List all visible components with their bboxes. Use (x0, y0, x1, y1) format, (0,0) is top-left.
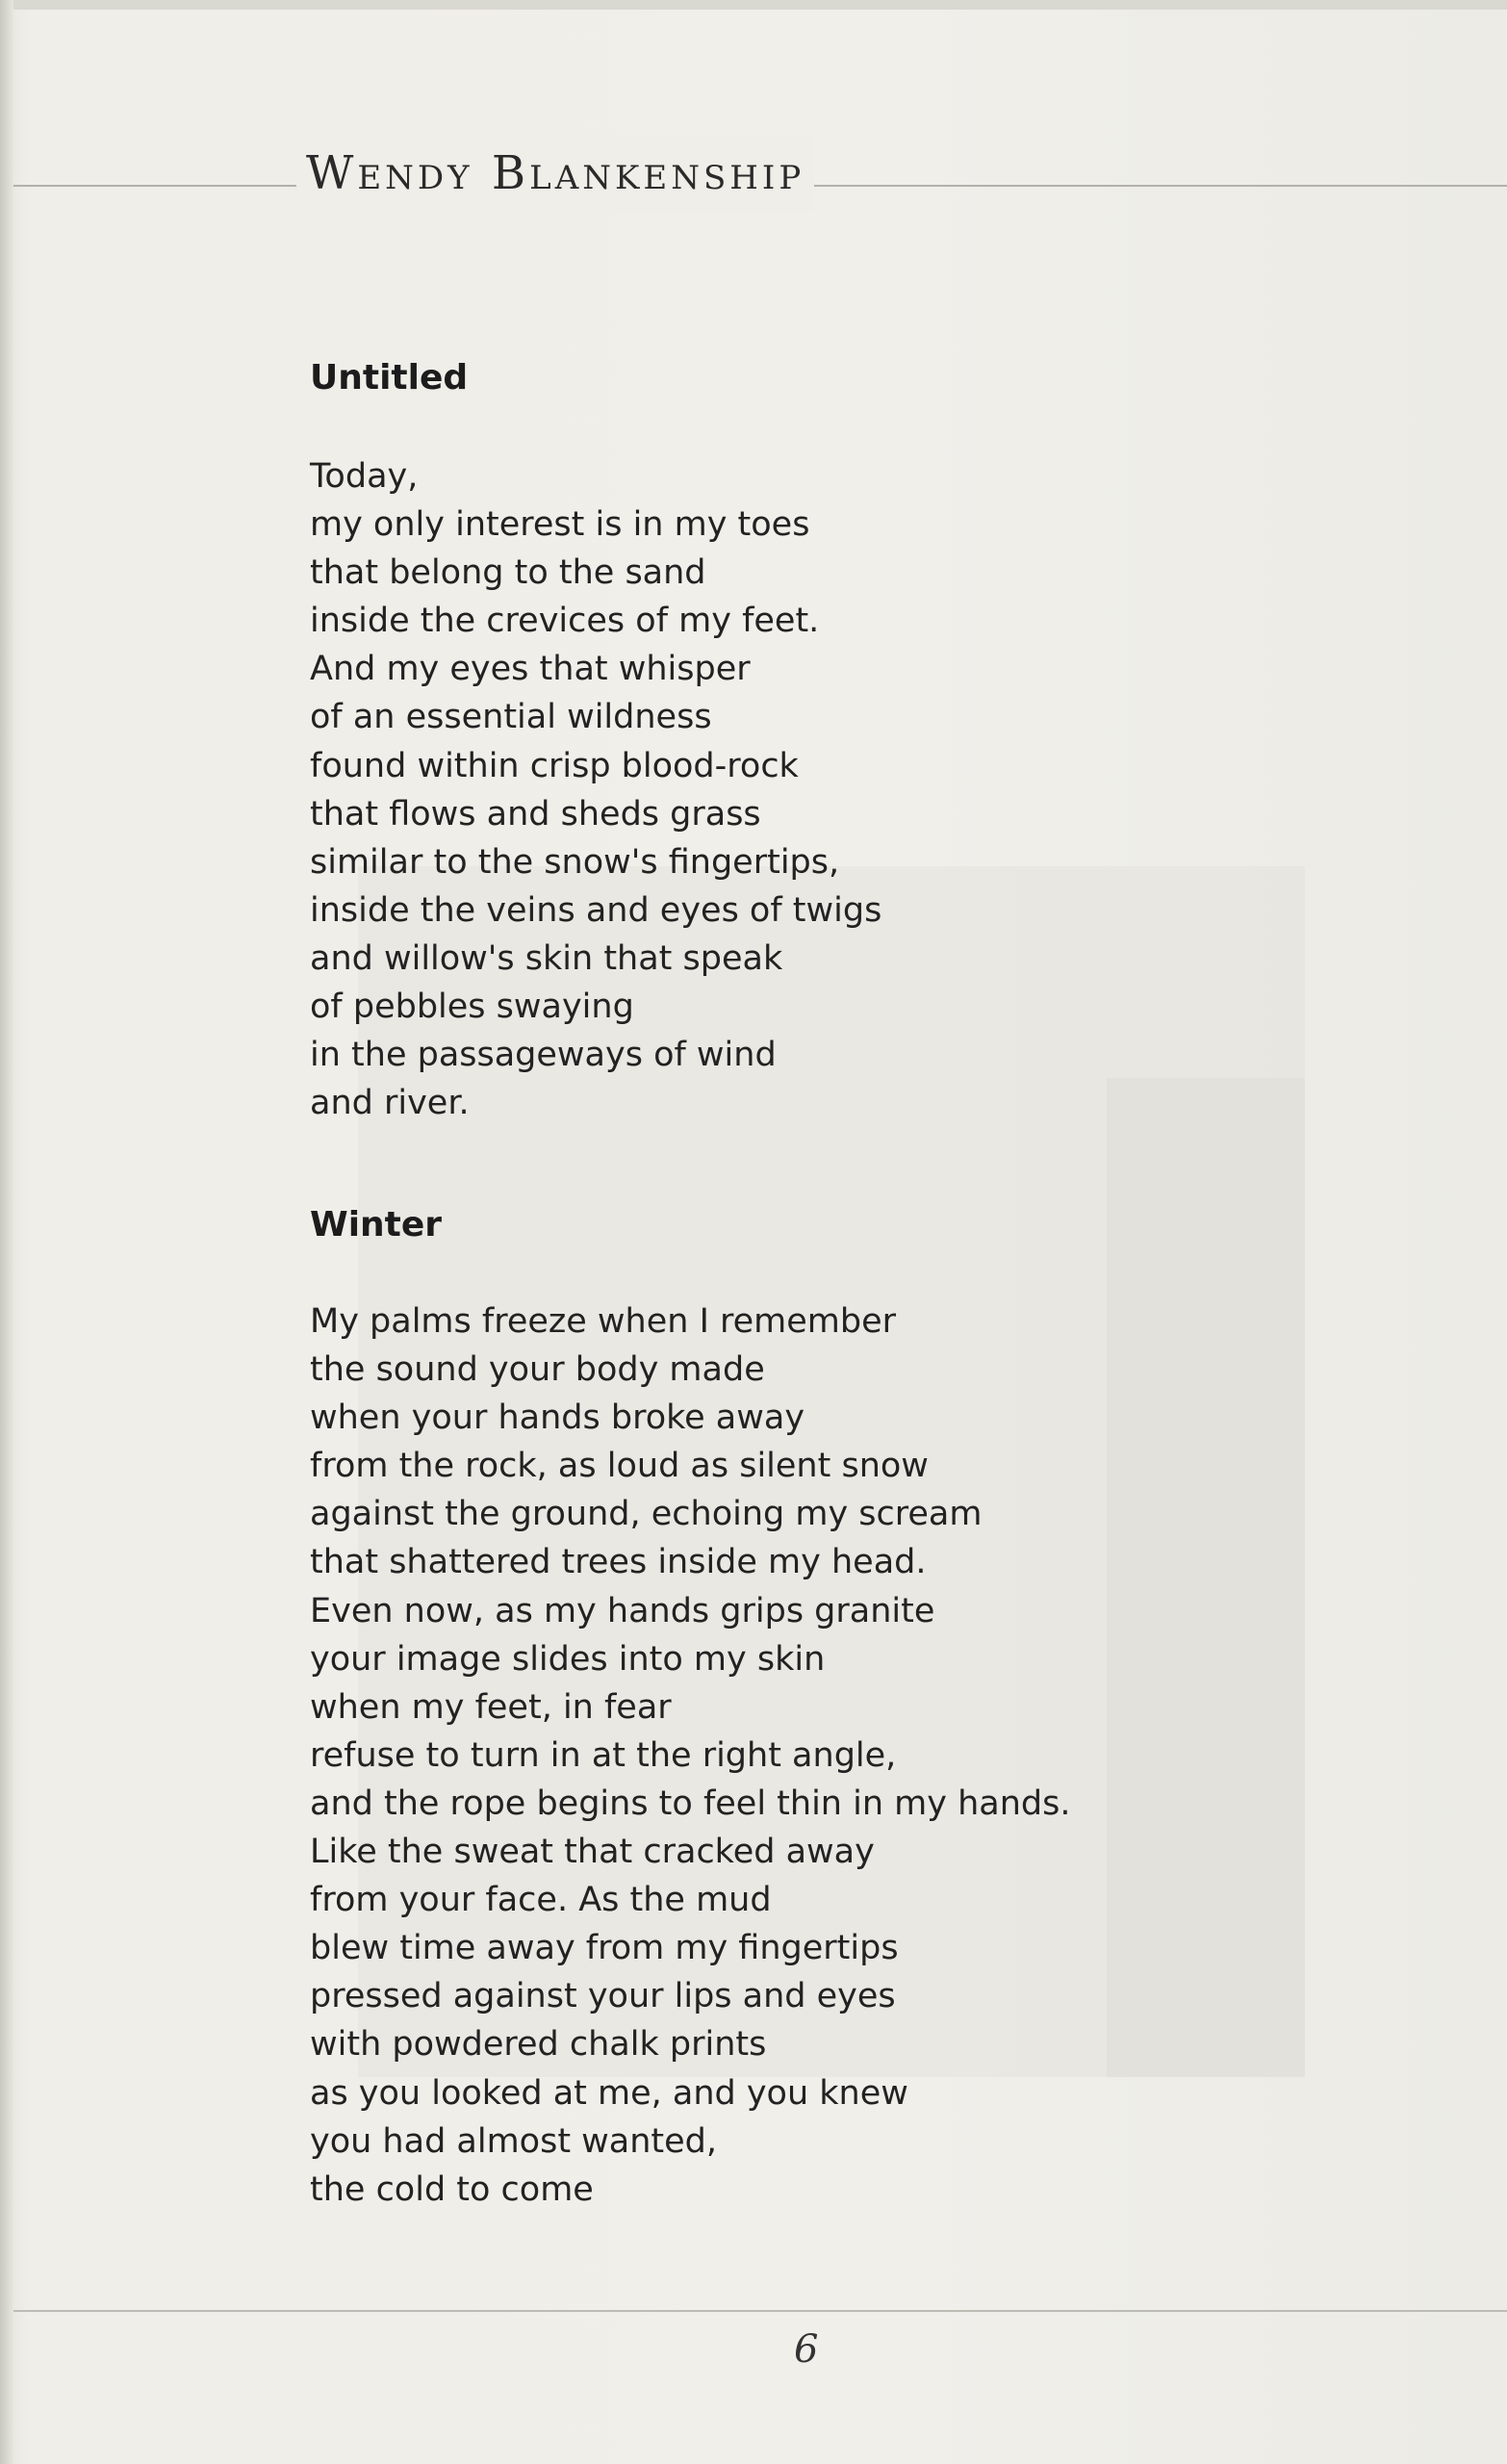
poem-line: similar to the snow's fingertips, (310, 842, 840, 882)
poem-line: the cold to come (310, 2169, 594, 2209)
poem-line: of an essential wildness (310, 698, 712, 737)
poem-line: when your hands broke away (310, 1399, 805, 1438)
poem-line: my only interest is in my toes (310, 505, 810, 545)
poem-body-untitled (310, 452, 881, 1127)
poem-line: against the ground, echoing my scream (310, 1495, 983, 1534)
poem-line: from the rock, as loud as silent snow (310, 1447, 929, 1486)
poem-line: and river. (310, 1084, 470, 1123)
poem-line: inside the veins and eyes of twigs (310, 890, 882, 930)
poem-line: and the rope begins to feel thin in my hands. (310, 1784, 1071, 1823)
poem-line: you had almost wanted, (310, 2121, 718, 2161)
page-top-edge (0, 0, 1507, 10)
poem-title-winter: Winter (310, 1205, 443, 1245)
poem-line: And my eyes that whisper (310, 650, 751, 689)
poem-line: when my feet, in fear (310, 1687, 672, 1727)
poem-line: with powdered chalk prints (310, 2025, 767, 2065)
footer-rule (13, 2310, 1507, 2312)
poem-line: found within crisp blood-rock (310, 746, 799, 785)
poem-line: that shattered trees inside my head. (310, 1543, 927, 1582)
poem-line: refuse to turn in at the right angle, (310, 1735, 897, 1775)
poem-line: the sound your body made (310, 1350, 765, 1390)
page-number: 6 (794, 2327, 819, 2372)
poem-line: as you looked at me, and you knew (310, 2073, 908, 2113)
poem-line: blew time away from my fingertips (310, 1929, 899, 1968)
poem-body-winter (310, 1297, 1070, 2214)
page-binding-edge (0, 0, 13, 2464)
poem-line: Today, (310, 457, 419, 496)
poem-line: Like the sweat that cracked away (310, 1833, 875, 1872)
poem-line: Even now, as my hands grips granite (310, 1591, 935, 1630)
poem-line: of pebbles swaying (310, 988, 634, 1027)
poem-line: that flows and sheds grass (310, 794, 761, 834)
poem-line: your image slides into my skin (310, 1639, 826, 1679)
poem-line: inside the crevices of my feet. (310, 602, 820, 641)
show-through-photo-shadow (1107, 1078, 1305, 2077)
poem-line: from your face. As the mud (310, 1881, 772, 1920)
poem-line: in the passageways of wind (310, 1036, 777, 1075)
author-name: Wendy Blankenship (296, 135, 814, 212)
poem-line: that belong to the sand (310, 553, 706, 593)
poem-title-untitled: Untitled (310, 358, 469, 398)
poem-line: pressed against your lips and eyes (310, 1977, 896, 2016)
poem-line: and willow's skin that speak (310, 938, 783, 978)
poem-line: My palms freeze when I remember (310, 1302, 897, 1341)
